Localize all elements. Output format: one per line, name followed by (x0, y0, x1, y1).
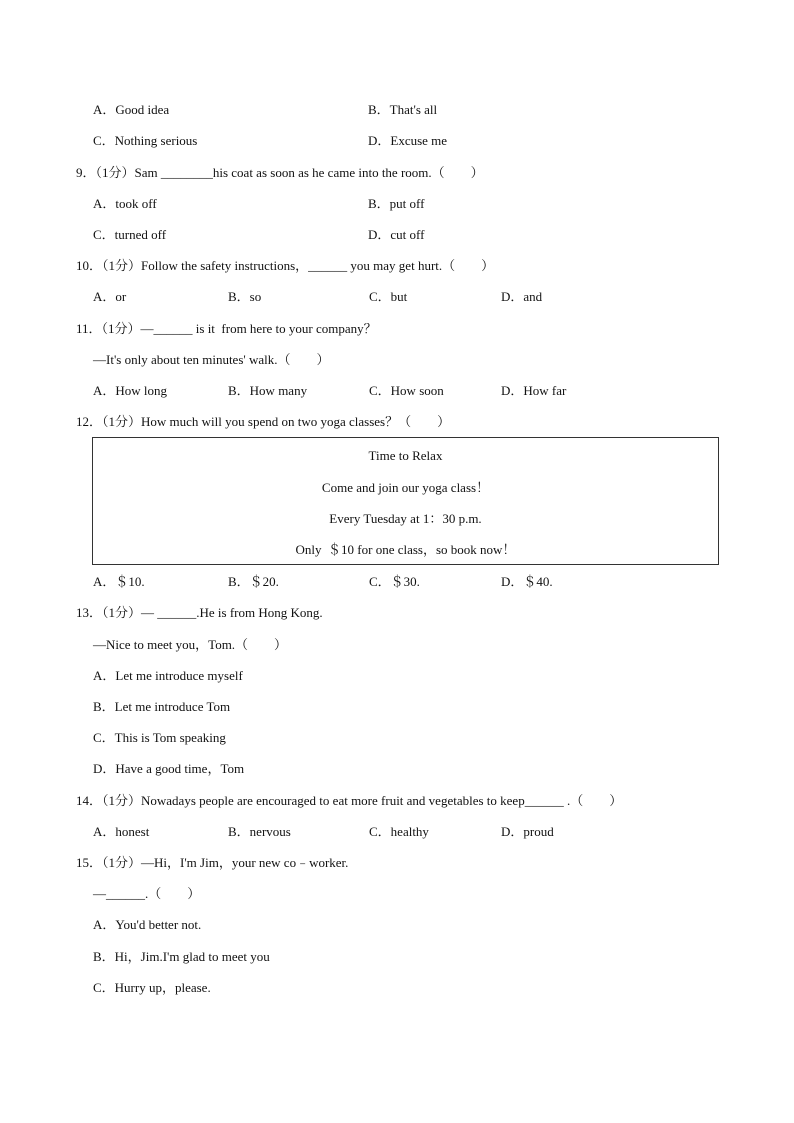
q12-option-d: D．＄40. (501, 574, 553, 589)
q15-option-c: C．Hurry up，please. (93, 980, 211, 995)
notice-line-3: Only ＄10 for one class，so book now！ (295, 542, 516, 557)
q14-option-a: A．honest (93, 824, 150, 839)
q12-option-b: B．＄20. (228, 574, 279, 589)
q11-reply: —It's only about ten minutes' walk.（ ） (93, 352, 330, 367)
yoga-notice-box (92, 437, 719, 565)
q8-option-a: A．Good idea (93, 102, 170, 117)
q14-stem: 14．（1分）Nowadays people are encouraged to eat more fruit and vegetables to keep______ .（ ） (76, 793, 623, 808)
q15-reply: —______.（ ） (93, 886, 201, 901)
q13-option-a: A．Let me introduce myself (93, 668, 243, 683)
q10-stem: 10．（1分）Follow the safety instructions，______ you may get hurt.（ ） (76, 258, 495, 273)
q10-option-b: B．so (228, 289, 262, 304)
q8-option-b: B．That's all (368, 102, 438, 117)
q14-option-b: B．nervous (228, 824, 291, 839)
q8-option-c: C．Nothing serious (93, 133, 198, 148)
notice-line-1: Come and join our yoga class！ (321, 480, 490, 495)
q13-option-b: B．Let me introduce Tom (93, 699, 231, 714)
q11-stem: 11．（1分）—______ is it from here to your company？ (76, 321, 377, 336)
q9-option-b: B．put off (368, 196, 425, 211)
q15-option-b: B．Hi，Jim.I'm glad to meet you (93, 949, 270, 964)
q15-stem: 15．（1分）—Hi，I'm Jim，your new co﹣worker. (76, 855, 349, 870)
notice-line-2: Every Tuesday at 1：30 p.m. (329, 511, 482, 526)
q10-option-a: A．or (93, 289, 127, 304)
q9-option-d: D．cut off (368, 227, 425, 242)
q9-option-c: C．turned off (93, 227, 167, 242)
q12-option-a: A．＄10. (93, 574, 145, 589)
q8-option-d: D．Excuse me (368, 133, 448, 148)
q15-option-a: A．You'd better not. (93, 917, 202, 932)
q12-option-c: C．＄30. (369, 574, 420, 589)
q11-option-d: D．How far (501, 383, 567, 398)
q10-option-d: D．and (501, 289, 543, 304)
q13-reply: —Nice to meet you，Tom.（ ） (93, 637, 288, 652)
notice-title: Time to Relax (368, 448, 443, 463)
q9-stem: 9．（1分）Sam ________his coat as soon as he came into the room.（ ） (76, 165, 484, 180)
q13-stem: 13．（1分）— ______.He is from Hong Kong. (76, 605, 323, 620)
q13-option-d: D．Have a good time，Tom (93, 761, 245, 776)
q14-option-c: C．healthy (369, 824, 429, 839)
q11-option-b: B．How many (228, 383, 308, 398)
q11-option-a: A．How long (93, 383, 168, 398)
q13-option-c: C．This is Tom speaking (93, 730, 226, 745)
q14-option-d: D．proud (501, 824, 554, 839)
q11-option-c: C．How soon (369, 383, 444, 398)
q12-stem: 12．（1分）How much will you spend on two yoga classes？（ ） (76, 414, 451, 429)
q9-option-a: A．took off (93, 196, 157, 211)
q10-option-c: C．but (369, 289, 408, 304)
